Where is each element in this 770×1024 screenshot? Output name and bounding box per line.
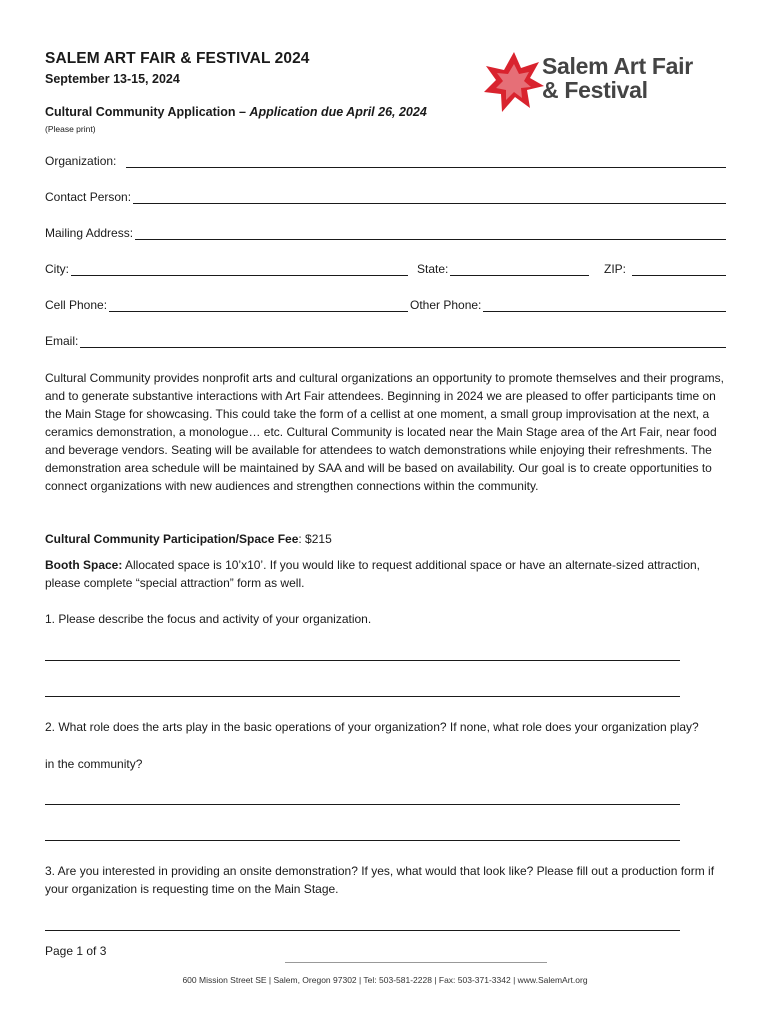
state-field[interactable] bbox=[417, 262, 589, 276]
program-description: Cultural Community provides nonprofit arts and cultural organizations an opportunity to promote themselves and their programs, and to generate substantive interactions with Art Fair attendees. Beginning in 2024 we are pleased to offer participants time on the Main Stage for showcasing. This could take the form of a cellist at one moment, a small group improvisation at the next, a ceramics demonstration, a monologue… etc. Cultural Community is located near the Main Stage area of the Art Fair, near food and beverage vendors. Seating will be available for attendees to watch demonstrations while enjoying their refreshments. The demonstration area schedule will be maintained by SAA and will be based on availability. Our goal is to create opportunities to connect organizations with new audiences and strengthen connections within the community. bbox=[45, 371, 725, 493]
red-starburst-logo-icon bbox=[484, 50, 544, 114]
city-field[interactable] bbox=[45, 262, 408, 276]
organization-label: Organization: bbox=[45, 154, 117, 168]
print-note: (Please print) bbox=[45, 124, 96, 134]
question-2: 2. What role does the arts play in the basic operations of your organization? If none, what role does your organization play? bbox=[45, 720, 699, 734]
other-phone-field[interactable] bbox=[410, 298, 726, 312]
application-name: Cultural Community Application – bbox=[45, 105, 250, 119]
zip-label: ZIP: bbox=[604, 262, 627, 276]
logo-wordmark bbox=[542, 54, 693, 102]
mailing-address-label: Mailing Address: bbox=[45, 226, 134, 240]
application-due-date: Application due April 26, 2024 bbox=[249, 105, 427, 119]
logo-line-2: & Festival bbox=[542, 77, 648, 103]
cell-phone-label: Cell Phone: bbox=[45, 298, 108, 312]
footer-address: 600 Mission Street SE | Salem, Oregon 97302 | Tel: 503-581-2228 | Fax: 503-371-3342 | www.SalemArt.org bbox=[182, 975, 588, 985]
contact-person-input-line[interactable] bbox=[133, 190, 726, 204]
application-title bbox=[45, 105, 427, 119]
fee-line bbox=[45, 532, 332, 546]
email-input-line[interactable] bbox=[80, 334, 726, 348]
contact-person-label: Contact Person: bbox=[45, 190, 132, 204]
page-number: Page 1 of 3 bbox=[45, 944, 107, 958]
organization-input-line[interactable] bbox=[126, 154, 726, 168]
booth-space-note bbox=[45, 556, 725, 592]
booth-space-text: Allocated space is 10’x10’. If you would like to request additional space or have an alternate-sized attraction, please complete “special attraction” form as well. bbox=[45, 558, 701, 590]
booth-space-label: Booth Space: bbox=[45, 558, 123, 572]
document-title: SALEM ART FAIR & FESTIVAL 2024 bbox=[45, 50, 310, 67]
salem-art-fair-logo bbox=[484, 50, 724, 114]
answer-2-line-1[interactable] bbox=[45, 804, 680, 805]
email-field[interactable] bbox=[45, 334, 726, 348]
footer-divider bbox=[285, 962, 547, 963]
question-2-continuation: in the community? bbox=[45, 757, 143, 771]
cell-phone-input-line[interactable] bbox=[109, 298, 408, 312]
cell-phone-field[interactable] bbox=[45, 298, 408, 312]
question-3: 3. Are you interested in providing an onsite demonstration? If yes, what would that look like? Please fill out a production form if your organization is requesting time on the Main Stage. bbox=[45, 864, 715, 896]
fee-value: : $215 bbox=[298, 532, 332, 546]
city-input-line[interactable] bbox=[71, 262, 408, 276]
logo-line-1: Salem Art Fair bbox=[542, 53, 693, 79]
other-phone-input-line[interactable] bbox=[483, 298, 726, 312]
city-label: City: bbox=[45, 262, 69, 276]
answer-2-line-2[interactable] bbox=[45, 840, 680, 841]
mailing-address-field[interactable] bbox=[45, 226, 726, 240]
question-1: 1. Please describe the focus and activity of your organization. bbox=[45, 612, 372, 626]
organization-field[interactable] bbox=[45, 154, 726, 168]
answer-1-line-1[interactable] bbox=[45, 660, 680, 661]
state-input-line[interactable] bbox=[450, 262, 589, 276]
event-dates: September 13-15, 2024 bbox=[45, 72, 180, 86]
fee-label: Cultural Community Participation/Space Fee bbox=[45, 532, 299, 546]
mailing-address-input-line[interactable] bbox=[135, 226, 726, 240]
answer-1-line-2[interactable] bbox=[45, 696, 680, 697]
state-label: State: bbox=[417, 262, 449, 276]
zip-input-line[interactable] bbox=[632, 262, 726, 276]
zip-field[interactable] bbox=[604, 262, 726, 276]
answer-3-line-1[interactable] bbox=[45, 930, 680, 931]
email-label: Email: bbox=[45, 334, 79, 348]
contact-person-field[interactable] bbox=[45, 190, 726, 204]
other-phone-label: Other Phone: bbox=[410, 298, 482, 312]
